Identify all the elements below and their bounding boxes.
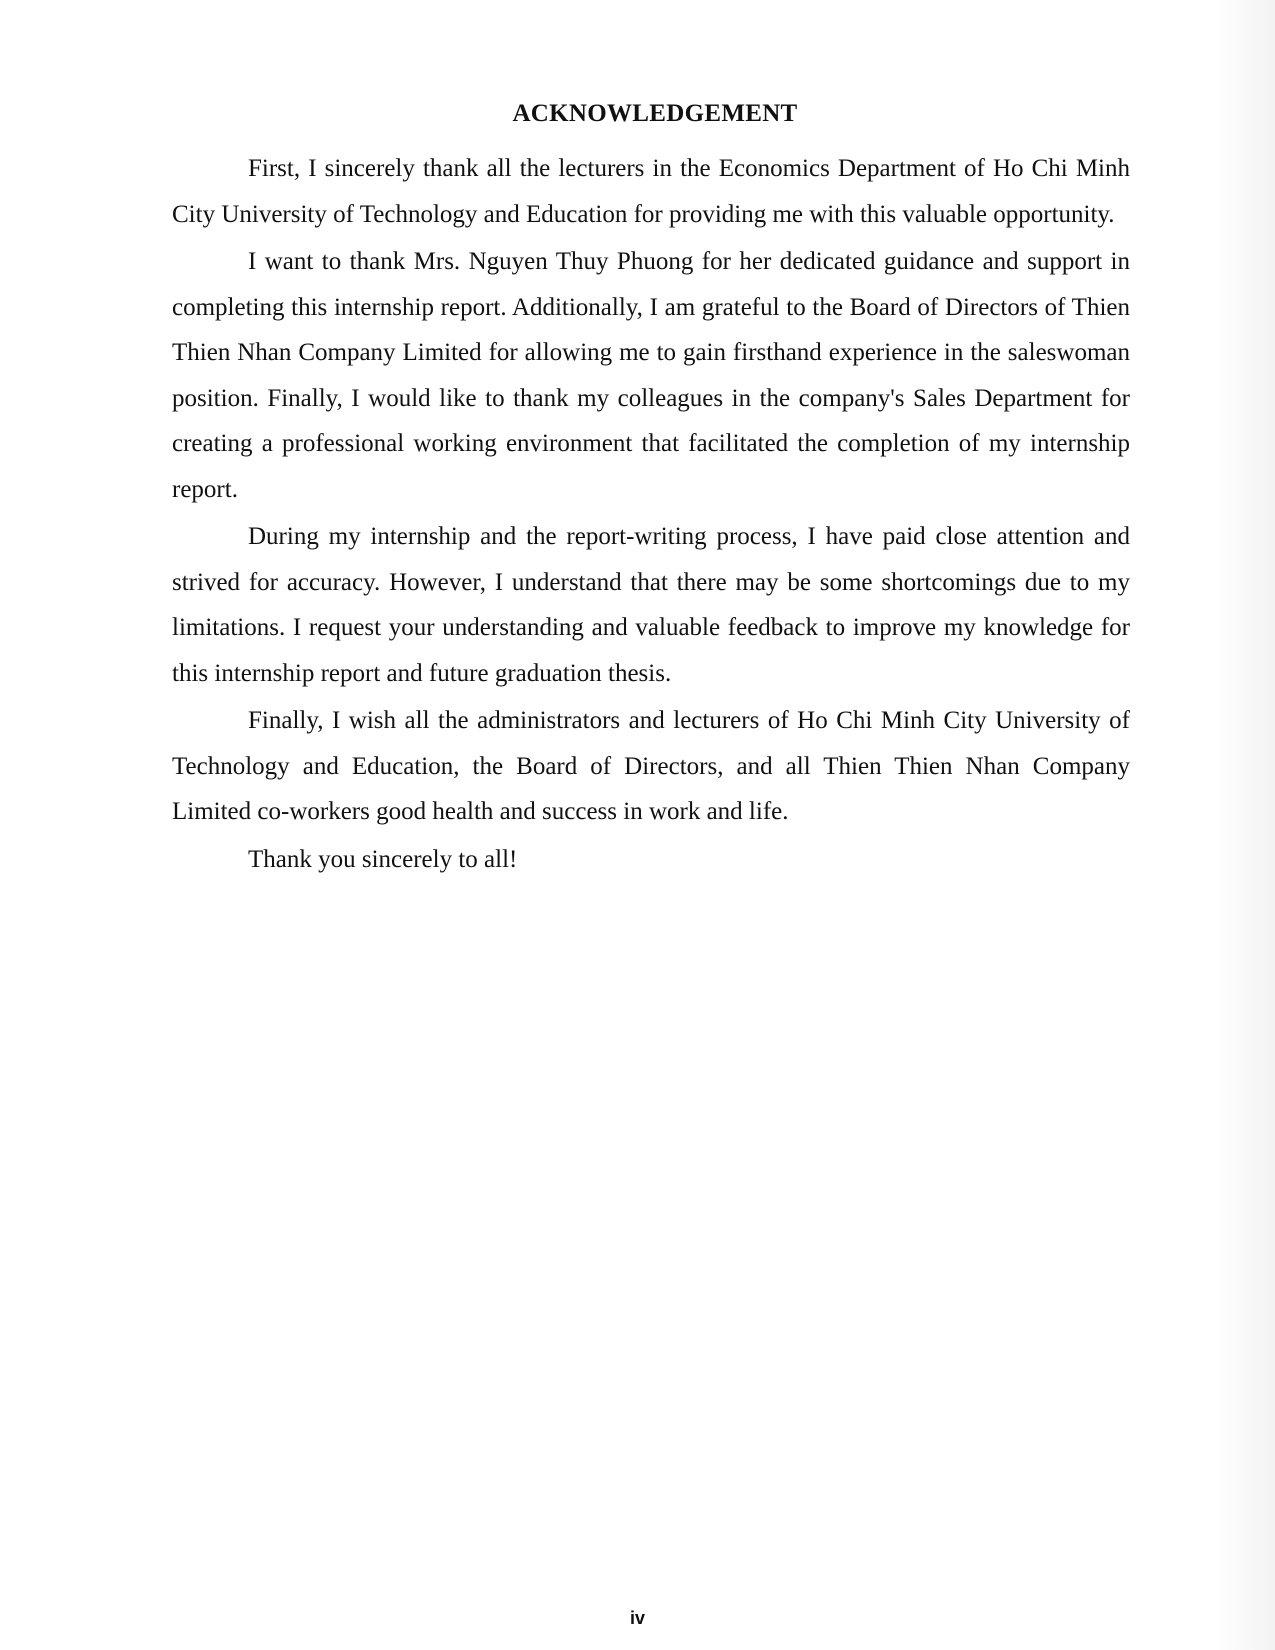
paragraph-thanks-lecturers: First, I sincerely thank all the lecturers in the Economics Department of Ho Chi Minh City University of Technology and Education for providing me with this valuable opportunity. [172,155,1130,228]
paragraph-closing: Thank you sincerely to all! [248,845,518,873]
acknowledgement-body [172,146,1130,884]
scan-edge-shadow [1215,0,1275,1650]
paragraph-wishes: Finally, I wish all the administrators and lecturers of Ho Chi Minh City University of Technology and Education, the Board of Directors, and all Thien Thien Nhan Company Limited co-workers good health and success in work and life. [172,707,1130,825]
paragraph-thanks-supervisor: I want to thank Mrs. Nguyen Thuy Phuong for her dedicated guidance and support in completing this internship report. Additionally, I am grateful to the Board of Directors of Thien Thien Nhan Company Limited for allowing me to gain firsthand experience in the saleswoman position. Finally, I would like to thank my colleagues in the company's Sales Department for creating a professional working environment that facilitated the completion of my internship report. [172,248,1130,503]
page-title: ACKNOWLEDGEMENT [512,100,798,127]
paragraph-limitations: During my internship and the report-writing process, I have paid close attention and strived for accuracy. However, I understand that there may be some shortcomings due to my limitations. I request your understanding and valuable feedback to improve my knowledge for this internship report and future graduation thesis. [172,523,1130,687]
page-number: iv [629,1608,645,1628]
